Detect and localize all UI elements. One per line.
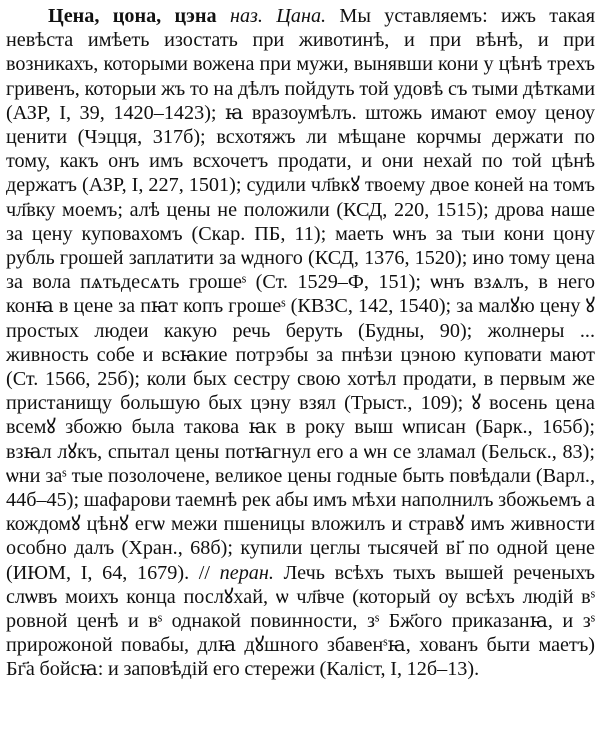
entry-label-italic: перан. [219,561,274,584]
entry-headword: Цена, цона, цэна [48,5,217,27]
entry-text-segment: Лечь всѣхъ тыхъ вышей реченыхъ слѡвъ моихъ конца послꙋхай, ѡ чл҃вче (который оу всѣхъ людій вˢ ровной ценѣ и вˢ однакой повинности, зˢ Бж҃ого приказанꙗ, и зˢ прирожоной повабы, длꙗ дꙋшного збавенˢꙗ, хованъ быти маетъ) Бг҃а бойсꙗ: и заповѣдій его стережи (Каліст, І, 12б–13). [6,561,595,681]
entry-text-segment [217,5,230,27]
entry-body [6,5,595,680]
entry-text-segment: Мы уставляемъ: ижъ такая невѣста имѣеть изостать при животинѣ, и при вѣнѣ, и при возникахъ, которыми вожена при мужи, вынявши кони у цѣнѣ трехъ гривенъ, которыи жъ то на дѣлъ пойдуть той удовѣ съ тыми дѣтками (АЗР, І, 39, 1420–1423); ꙗ вразоумѣлъ. штожь имают емоу ценоу ценити (Чэцця, 317б); всхотяжъ ли мѣщане корчмы держати по тому, какъ онъ имъ всхочетъ продати, и они нехай по той цѣнѣ держатъ (АЗР, І, 227, 1501); судили чл҃вкꙋ твоему двое коней на томъ чл҃вку моемъ; алѣ цены не положили (КСД, 220, 1515); дрова наше за цену куповахомъ (Скар. ПБ, 11); маеть ѡнъ за тыи кони цону рубль грошей заплатити за ѡдного (КСД, 1376, 1520); ино тому цена за вола пѧтьдесѧть грошеˢ (Ст. 1529–Ф, 151); ѡнъ взѧлъ, в него конꙗ в цене за пꙗт копъ грошеˢ (КВЗС, 142, 1540); за малꙋю цену ꙋ простых людеи какую речь беруть (Будны, 90); жолнеры ... живность собе и всꙗкие потрэбы за пнѣзи цэною куповати мают (Ст. 1566, 25б); коли бых сестру свою хотѣл продати, в первым же пристанищу большую бых цэну взял (Трыст., 109); ꙋ восень цена всемꙋ збожю была такова ꙗк в року выш ѡписан (Барк., 165б); взꙗл лꙋкъ, спытал цены потꙗгнул его а ѡн се зламал (Бельск., 83); ѡни заˢ тые позолочене, великое цены годные быть повѣдали (Варл., 44б–45); шафарови таемнѣ рек абы имъ мѣхи наполнилъ збожьемъ а кождомꙋ цѣнꙋ егѡ межи пшеницы вложилъ и стравꙋ имъ живности особно далъ (Хран., 68б); купили цеглы тысячей ві҃ по одной цене (ИЮМ, І, 64, 1679). // [6,5,596,584]
entry-label-italic: наз. Цана. [229,5,327,27]
